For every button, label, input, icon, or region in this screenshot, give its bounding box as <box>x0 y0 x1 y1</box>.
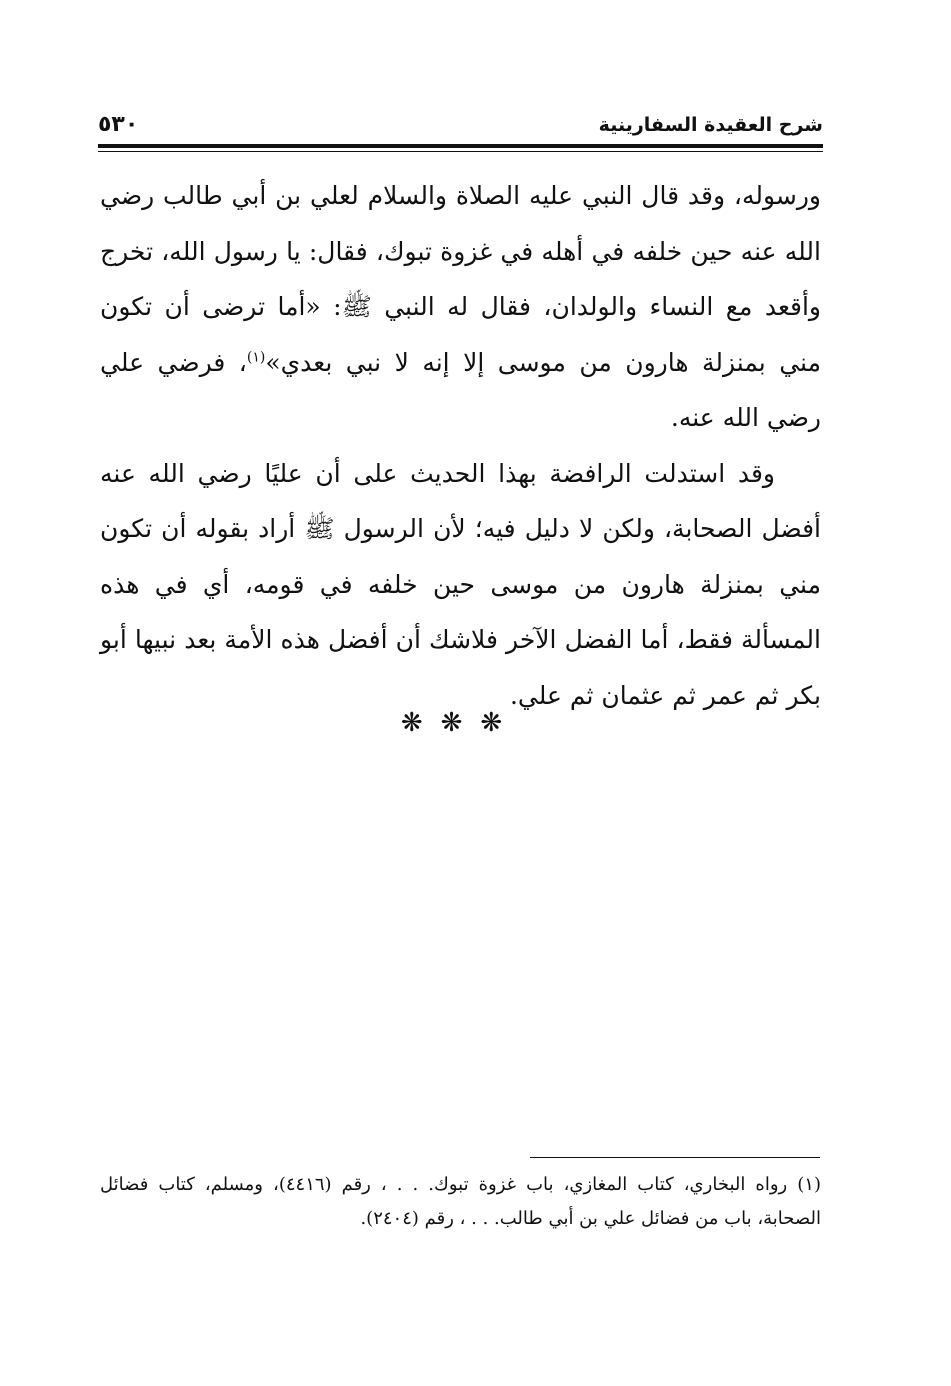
main-text <box>100 168 821 723</box>
paragraph <box>100 168 821 446</box>
header-rule <box>98 144 823 148</box>
header-rule-thin <box>98 151 823 152</box>
page-number: ٥٣٠ <box>98 112 139 137</box>
section-separator: ❋❋❋ <box>400 708 521 738</box>
footnote: (١) رواه البخاري، كتاب المغازي، باب غزوة تبوك. . . ، رقم (٤٤١٦)، ومسلم، كتاب فضائل الصحابة، باب من فضائل علي بن أبي طالب. . . ، رقم (٢٤٠٤). <box>100 1174 821 1229</box>
footnote-marker: (١) <box>246 349 266 366</box>
paragraph: وقد استدلت الرافضة بهذا الحديث على أن عليًا رضي الله عنه أفضل الصحابة، ولكن لا دليل فيه؛ لأن الرسول ﷺ أراد بقوله أن تكون مني بمنزلة هارون من موسى حين خلفه في قومه، أي في هذه المسألة فقط، أما الفضل الآخر فلاشك أن أفضل هذه الأمة بعد نبيها أبو بكر ثم عمر ثم عثمان ثم علي. <box>100 458 821 710</box>
footnote-rule <box>530 1157 820 1158</box>
footnotes <box>100 1168 821 1236</box>
paragraph-text-end: ، فرضي علي رضي الله عنه. <box>100 347 821 432</box>
running-header-title: شرح العقيدة السفارينية <box>598 114 823 136</box>
paragraph-text: ورسوله، وقد قال النبي عليه الصلاة والسلام لعلي بن أبي طالب رضي الله عنه حين خلفه في أهله في غزوة تبوك، فقال: يا رسول الله، تخرج وأقعد مع النساء والولدان، فقال له النبي ﷺ: «أما ترضى أن تكون مني بمنزلة هارون من موسى إلا إنه لا نبي بعدي» <box>100 181 821 377</box>
running-header <box>98 110 823 140</box>
